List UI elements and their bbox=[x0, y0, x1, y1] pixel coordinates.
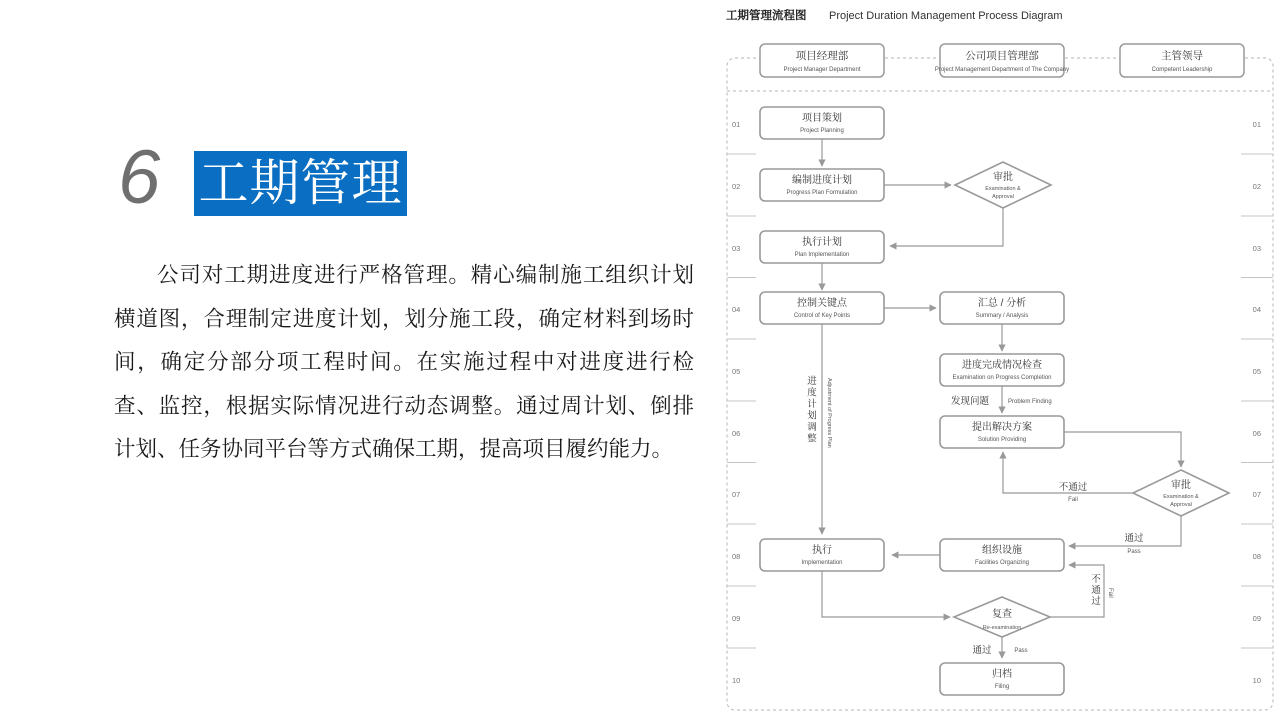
label-adjustment-cn: 度 bbox=[807, 387, 817, 399]
row-number-left: 09 bbox=[732, 614, 741, 623]
node-approval-1 bbox=[955, 162, 1051, 208]
node-approval-2-label-en2: Approval bbox=[1170, 502, 1192, 508]
node-summary-analysis-label-en: Summary / Analysis bbox=[975, 313, 1029, 319]
row-number-right: 10 bbox=[1252, 676, 1261, 685]
row-number-right: 09 bbox=[1252, 614, 1261, 623]
node-approval-2-label-en1: Examination & bbox=[1163, 494, 1199, 500]
row-number-right: 02 bbox=[1252, 182, 1261, 191]
label-pass2-cn: 通过 bbox=[972, 645, 992, 656]
row-number-left: 01 bbox=[732, 120, 741, 129]
node-approval-2-label-cn: 审批 bbox=[1171, 480, 1191, 491]
label-fail2-cn: 不 bbox=[1091, 574, 1101, 585]
node-approval-1-label-en1: Examination & bbox=[985, 186, 1021, 192]
department-name-cn: 主管领导 bbox=[1161, 50, 1203, 62]
label-adjustment-cn: 整 bbox=[807, 433, 817, 445]
node-re-examination-label-en: Re-examination bbox=[982, 625, 1022, 631]
node-facilities-organizing-label-cn: 组织设施 bbox=[982, 545, 1022, 556]
node-examination-progress-label-cn: 进度完成情况检查 bbox=[962, 360, 1042, 371]
node-examination-progress-label-en: Examination on Progress Completion bbox=[952, 375, 1052, 381]
node-filing-label-en: Filing bbox=[994, 684, 1010, 690]
description-paragraph: 公司对工期进度进行严格管理。精心编制施工组织计划横道图，合理制定进度计划，划分施工段，确定材料到场时间，确定分部分项工程时间。在实施过程中对进度进行检查、监控，根据实际情况进行动态调整。通过周计划、倒排计划、任务协同平台等方式确保工期，提高项目履约能力。 bbox=[114, 263, 694, 461]
node-progress-plan-formulation-label-en: Progress Plan Formulation bbox=[786, 190, 858, 196]
label-adjustment-cn: 划 bbox=[807, 410, 817, 422]
row-number-left: 02 bbox=[732, 182, 741, 191]
label-fail-cn: 不通过 bbox=[1058, 482, 1088, 493]
diagram-title-en: Project Duration Management Process Diagram bbox=[829, 10, 1063, 22]
row-number-left: 10 bbox=[732, 676, 741, 685]
node-solution-providing-label-en: Solution Providing bbox=[977, 437, 1027, 443]
node-approval-1-label-cn: 审批 bbox=[993, 172, 1013, 183]
process-flow-diagram bbox=[720, 0, 1280, 720]
row-number-right: 07 bbox=[1252, 490, 1261, 499]
label-fail-en: Fail bbox=[1068, 497, 1078, 503]
node-approval-2 bbox=[1133, 470, 1229, 516]
label-adjustment-en: Adjustment of Progress Plan bbox=[826, 378, 832, 448]
label-pass2-en: Pass bbox=[1014, 648, 1028, 654]
row-number-left: 07 bbox=[732, 490, 741, 499]
label-pass-en: Pass bbox=[1127, 549, 1141, 555]
section-title-box bbox=[194, 151, 407, 216]
label-adjustment-cn: 进 bbox=[807, 376, 817, 387]
node-implementation-label-en: Implementation bbox=[801, 560, 843, 566]
label-fail2-en: Fail bbox=[1107, 588, 1113, 598]
diagram-title-cn: 工期管理流程图 bbox=[726, 10, 807, 22]
label-problem-finding-en: Problem Finding bbox=[1008, 399, 1052, 405]
label-fail2-cn: 通 bbox=[1091, 585, 1101, 596]
label-adjustment-cn: 计 bbox=[807, 399, 817, 410]
node-project-planning-label-en: Project Planning bbox=[800, 128, 844, 134]
row-number-right: 01 bbox=[1252, 120, 1261, 129]
row-number-left: 06 bbox=[732, 429, 741, 438]
node-plan-implementation-label-en: Plan Implementation bbox=[794, 252, 850, 258]
department-name-en: Project Management Department of The Company bbox=[934, 67, 1070, 73]
label-problem-finding-cn: 发现问题 bbox=[951, 396, 990, 407]
row-number-left: 03 bbox=[732, 244, 741, 253]
node-control-key-points-label-en: Control of Key Points bbox=[793, 313, 851, 319]
node-solution-providing-label-cn: 提出解决方案 bbox=[972, 422, 1032, 433]
row-number-right: 05 bbox=[1252, 367, 1261, 376]
section-title: 工期管理 bbox=[198, 155, 403, 211]
arrow-solution-to-approval2 bbox=[1064, 432, 1181, 467]
label-pass-cn: 通过 bbox=[1124, 533, 1144, 544]
node-approval-1-label-en2: Approval bbox=[992, 194, 1014, 200]
node-plan-implementation-label-cn: 执行计划 bbox=[802, 237, 842, 248]
department-name-cn: 项目经理部 bbox=[795, 50, 849, 62]
label-fail2-cn: 过 bbox=[1091, 596, 1101, 607]
row-number-right: 03 bbox=[1252, 244, 1261, 253]
node-project-planning-label-cn: 项目策划 bbox=[802, 113, 842, 124]
node-facilities-organizing-label-en: Facilities Organizing bbox=[974, 560, 1030, 566]
department-name-en: Competent Leadership bbox=[1151, 67, 1213, 73]
department-name-cn: 公司项目管理部 bbox=[965, 50, 1039, 62]
row-number-left: 08 bbox=[732, 552, 741, 561]
label-adjustment-cn: 调 bbox=[807, 422, 817, 433]
row-number-left: 04 bbox=[732, 305, 741, 314]
node-implementation-label-cn: 执行 bbox=[812, 545, 832, 556]
arrow-approval-to-plan-impl bbox=[890, 208, 1003, 246]
row-number-right: 08 bbox=[1252, 552, 1261, 561]
node-summary-analysis-label-cn: 汇总 / 分析 bbox=[977, 298, 1027, 309]
row-number-right: 06 bbox=[1252, 429, 1261, 438]
arrow-implementation-to-reexam bbox=[822, 571, 950, 617]
node-control-key-points-label-cn: 控制关键点 bbox=[797, 298, 847, 309]
department-name-en: Project Manager Department bbox=[783, 67, 861, 73]
node-re-examination-label-cn: 复查 bbox=[992, 609, 1012, 620]
node-progress-plan-formulation-label-cn: 编制进度计划 bbox=[792, 175, 852, 186]
row-number-right: 04 bbox=[1252, 305, 1261, 314]
row-number-left: 05 bbox=[732, 367, 741, 376]
section-number: 6 bbox=[118, 135, 161, 220]
node-filing-label-cn: 归档 bbox=[992, 669, 1012, 680]
